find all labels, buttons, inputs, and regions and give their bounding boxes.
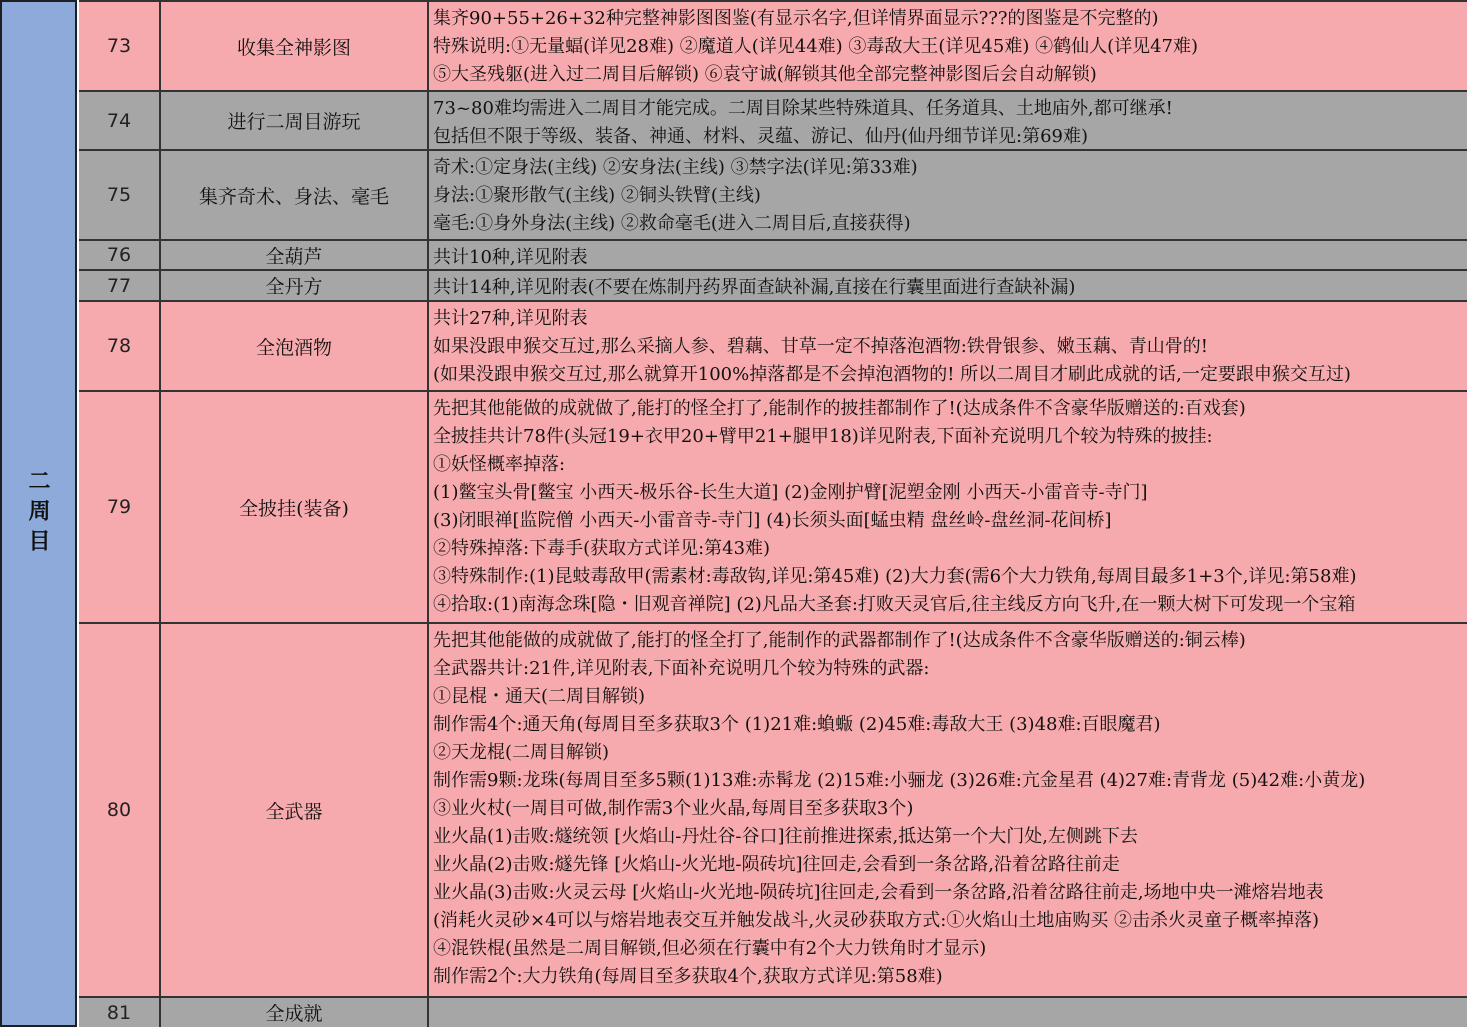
- achievement-name: 收集全神影图: [161, 2, 429, 90]
- table-row: [79, 151, 1467, 239]
- table-row: [79, 2, 1467, 90]
- achievement-description: [429, 241, 1467, 269]
- description-line: 先把其他能做的成就做了,能打的怪全打了,能制作的武器都制作了!(达成条件不含豪华版赠送的:铜云棒): [433, 630, 1246, 651]
- group-label-cell: [0, 0, 77, 1027]
- achievement-description: [429, 271, 1467, 300]
- description-line: 业火晶(1)击败:燧统领 [火焰山-丹灶谷-谷口]往前推进探索,抵达第一个大门处,左侧跳下去: [433, 826, 1138, 847]
- group-label: 二周目: [25, 468, 51, 559]
- achievement-description: [429, 392, 1467, 622]
- row-divider: [79, 390, 1467, 392]
- description-line: 制作需4个:通天角(每周目至多获取3个 (1)21难:蝜蝂 (2)45难:毒敌大王 (3)48难:百眼魔君): [433, 714, 1161, 735]
- description-line: 身法:①聚形散气(主线) ②铜头铁臂(主线): [433, 185, 761, 206]
- achievement-description: [429, 2, 1467, 90]
- row-divider: [79, 300, 1467, 302]
- description-line: 共计27种,详见附表: [433, 308, 588, 329]
- description-line: ③特殊制作:(1)昆蚑毒敌甲(需素材:毒敌钩,详见:第45难) (2)大力套(需6个大力铁角,每周目最多1+3个,详见:第58难): [433, 566, 1357, 587]
- achievement-name: 全武器: [161, 624, 429, 996]
- achievement-description: [429, 302, 1467, 390]
- description-line: ④拾取:(1)南海念珠[隐・旧观音禅院] (2)凡品大圣套:打败天灵官后,往主线反方向飞升,在一颗大树下可发现一个宝箱: [433, 594, 1356, 615]
- description-line: 共计14种,详见附表(不要在炼制丹药界面查缺补漏,直接在行囊里面进行查缺补漏): [433, 277, 1076, 298]
- description-line: (如果没跟申猴交互过,那么就算开100%掉落都是不会掉泡酒物的! 所以二周目才刷此成就的话,一定要跟申猴交互过): [433, 364, 1351, 385]
- row-number: 73: [79, 2, 161, 90]
- achievement-name: 全泡酒物: [161, 302, 429, 390]
- row-divider: [79, 149, 1467, 151]
- row-number: 75: [79, 151, 161, 239]
- description-line: 奇术:①定身法(主线) ②安身法(主线) ③禁字法(详见:第33难): [433, 157, 918, 178]
- row-divider: [79, 996, 1467, 998]
- table-row: [79, 302, 1467, 390]
- achievement-name: 全成就: [161, 998, 429, 1027]
- description-line: 先把其他能做的成就做了,能打的怪全打了,能制作的披挂都制作了!(达成条件不含豪华版赠送的:百戏套): [433, 398, 1246, 419]
- description-line: 特殊说明:①无量蝠(详见28难) ②魔道人(详见44难) ③毒敌大王(详见45难) ④鹤仙人(详见47难): [433, 36, 1199, 57]
- row-number: 81: [79, 998, 161, 1027]
- table-row: [79, 624, 1467, 996]
- row-number: 76: [79, 241, 161, 269]
- description-line: ①妖怪概率掉落:: [433, 454, 566, 475]
- row-divider: [79, 90, 1467, 92]
- description-line: (3)闭眼禅[监院僧 小西天-小雷音寺-寺门] (4)长须头面[蜢虫精 盘丝岭-盘丝洞-花间桥]: [433, 510, 1112, 531]
- table-row: [79, 92, 1467, 149]
- achievement-name: 集齐奇术、身法、毫毛: [161, 151, 429, 239]
- row-number: 79: [79, 392, 161, 622]
- description-line: 制作需9颗:龙珠(每周目至多5颗(1)13难:赤髯龙 (2)15难:小骊龙 (3)26难:亢金星君 (4)27难:青背龙 (5)42难:小黄龙): [433, 770, 1366, 791]
- description-line: 包括但不限于等级、装备、神通、材料、灵蕴、游记、仙丹(仙丹细节详见:第69难): [433, 126, 1089, 147]
- description-line: (消耗火灵砂×4可以与熔岩地表交互并触发战斗,火灵砂获取方式:①火焰山土地庙购买 ②击杀火灵童子概率掉落): [433, 910, 1320, 931]
- description-line: (1)鳖宝头骨[鳖宝 小西天-极乐谷-长生大道] (2)金刚护臂[泥塑金刚 小西天-小雷音寺-寺门]: [433, 482, 1148, 503]
- achievement-description: [429, 624, 1467, 996]
- description-line: 73~80难均需进入二周目才能完成。二周目除某些特殊道具、任务道具、土地庙外,都可继承!: [433, 98, 1173, 119]
- row-number: 80: [79, 624, 161, 996]
- description-line: 全武器共计:21件,详见附表,下面补充说明几个较为特殊的武器:: [433, 658, 930, 679]
- achievement-description: [429, 92, 1467, 149]
- row-number: 74: [79, 92, 161, 149]
- description-line: 集齐90+55+26+32种完整神影图图鉴(有显示名字,但详情界面显示???的图鉴是不完整的): [433, 8, 1159, 29]
- achievement-name: 进行二周目游玩: [161, 92, 429, 149]
- description-line: 共计10种,详见附表: [433, 247, 588, 268]
- achievement-description: [429, 151, 1467, 239]
- table-row: [79, 271, 1467, 300]
- description-line: ①昆棍・通天(二周目解锁): [433, 686, 646, 707]
- description-line: ②天龙棍(二周目解锁): [433, 742, 610, 763]
- description-line: 如果没跟申猴交互过,那么采摘人参、碧藕、甘草一定不掉落泡酒物:铁骨银参、嫩玉藕、青山骨的!: [433, 336, 1209, 357]
- description-line: 业火晶(2)击败:燧先锋 [火焰山-火光地-陨砖坑]往回走,会看到一条岔路,沿着岔路往前走: [433, 854, 1120, 875]
- achievement-description: [429, 998, 1467, 1027]
- description-line: 业火晶(3)击败:火灵云母 [火焰山-火光地-陨砖坑]往回走,会看到一条岔路,沿着岔路往前走,场地中央一滩熔岩地表: [433, 882, 1324, 903]
- row-divider: [79, 269, 1467, 271]
- table-row: [79, 998, 1467, 1027]
- achievement-name: 全葫芦: [161, 241, 429, 269]
- row-divider: [79, 239, 1467, 241]
- achievement-name: 全披挂(装备): [161, 392, 429, 622]
- table-row: [79, 392, 1467, 622]
- row-divider: [79, 0, 1467, 2]
- description-line: ⑤大圣残躯(进入过二周目后解锁) ⑥袁守诚(解锁其他全部完整神影图后会自动解锁): [433, 64, 1097, 85]
- description-line: ②特殊掉落:下毒手(获取方式详见:第43难): [433, 538, 771, 559]
- table-row: [79, 241, 1467, 269]
- row-number: 78: [79, 302, 161, 390]
- description-line: ③业火杖(一周目可做,制作需3个业火晶,每周目至多获取3个): [433, 798, 914, 819]
- row-divider: [79, 622, 1467, 624]
- achievement-name: 全丹方: [161, 271, 429, 300]
- row-number: 77: [79, 271, 161, 300]
- description-line: 毫毛:①身外身法(主线) ②救命毫毛(进入二周目后,直接获得): [433, 213, 911, 234]
- description-line: 制作需2个:大力铁角(每周目至多获取4个,获取方式详见:第58难): [433, 966, 943, 987]
- description-line: ④混铁棍(虽然是二周目解锁,但必须在行囊中有2个大力铁角时才显示): [433, 938, 987, 959]
- description-line: 全披挂共计78件(头冠19+衣甲20+臂甲21+腿甲18)详见附表,下面补充说明几个较为特殊的披挂:: [433, 426, 1213, 447]
